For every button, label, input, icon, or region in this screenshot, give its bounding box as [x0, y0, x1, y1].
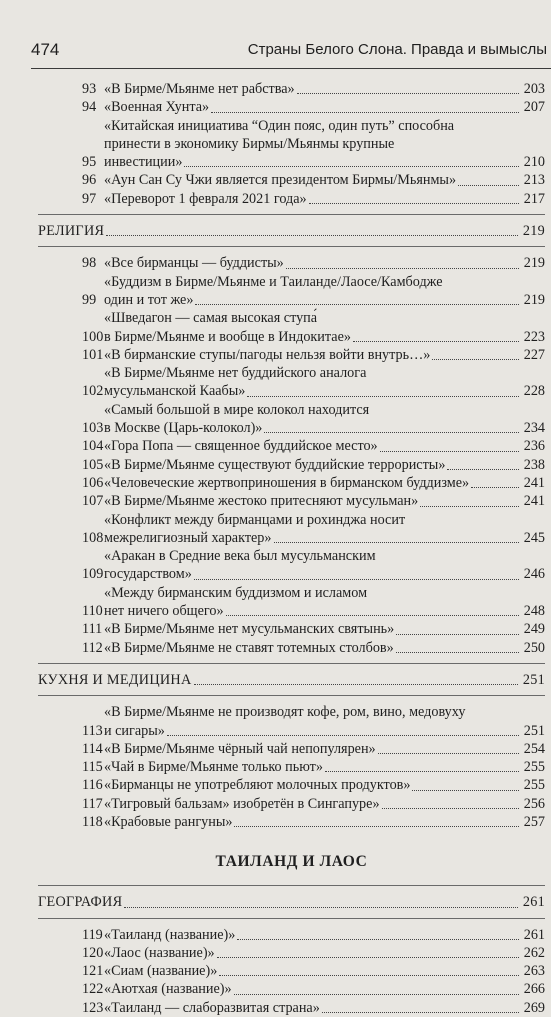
entry-line: [104, 382, 545, 400]
entry-number: 98: [82, 255, 97, 272]
entry-page: 210: [523, 154, 545, 171]
entry-number: 109: [82, 566, 104, 583]
section-heading-religion: [38, 222, 545, 240]
dot-leader: [447, 469, 518, 470]
entry-text: [104, 584, 545, 621]
entry-line: [104, 565, 545, 583]
section-title: ГЕОГРАФИЯ: [38, 894, 123, 911]
entry-text: [104, 474, 545, 492]
country-heading: ТАИЛАНД И ЛАОС: [215, 853, 368, 871]
entry-text: [104, 80, 545, 98]
entry-title: «Военная Хунта»: [104, 99, 210, 116]
entry-line: [104, 962, 545, 980]
toc-entry: [82, 980, 545, 998]
entry-title: в Бирме/Мьянме и вообще в Индокитае»: [104, 328, 351, 345]
dot-leader: [396, 634, 518, 635]
entry-title: «Человеческие жертвоприношения в бирманском буддизме»: [104, 474, 470, 491]
entry-title-line: «Шведагон — самая высокая ступа́: [104, 310, 318, 327]
dot-leader: [124, 907, 517, 908]
entry-title: «Аун Сан Су Чжи является президентом Бирмы/Мьянмы»: [104, 172, 457, 189]
dot-leader: [420, 506, 519, 507]
entry-line: [104, 190, 545, 208]
section-page: 219: [522, 223, 545, 240]
entry-page: 245: [523, 529, 545, 546]
entry-title: «В Бирме/Мьянме жестоко притесняют мусульман»: [104, 493, 419, 510]
toc-entry: [82, 999, 545, 1017]
entry-title: «В бирманские ступы/пагоды нельзя войти внутрь…»: [104, 346, 431, 363]
entry-line: [104, 813, 545, 831]
dot-leader: [106, 235, 518, 236]
dot-leader: [432, 359, 518, 360]
dot-leader: [217, 957, 519, 958]
entry-line: [104, 944, 545, 962]
entry-title: «Тигровый бальзам» изобретён в Сингапуре»: [104, 795, 380, 812]
entry-text: [104, 511, 545, 548]
toc-entry: [82, 703, 545, 740]
toc-entry: [82, 813, 545, 831]
entry-number: 121: [82, 963, 104, 980]
entry-number: 104: [82, 438, 104, 455]
entry-line: [104, 328, 545, 346]
entry-title: «Крабовые рангуны»: [104, 813, 233, 830]
dot-leader: [264, 432, 518, 433]
entry-title-line: «В Бирме/Мьянме нет буддийского аналога: [104, 365, 367, 382]
entry-page: 251: [523, 722, 545, 739]
entry-text: [104, 926, 545, 944]
entry-page: 249: [523, 621, 545, 638]
entry-number: 103: [82, 420, 104, 437]
entry-title: «Таиланд (название)»: [104, 926, 236, 943]
entry-title-line: принести в экономику Бирмы/Мьянмы крупные: [104, 135, 395, 152]
entry-text: [104, 401, 545, 438]
entry-line: [104, 346, 545, 364]
entry-text: [104, 346, 545, 364]
dot-leader: [219, 975, 518, 976]
section-title: КУХНЯ И МЕДИЦИНА: [38, 671, 192, 688]
toc-entry: [82, 547, 545, 584]
entry-text: [104, 776, 545, 794]
entry-title: и сигары»: [104, 722, 165, 739]
entry-page: 256: [523, 795, 545, 812]
entry-title: государством»: [104, 566, 192, 583]
entry-text: [104, 273, 545, 310]
entry-number: 105: [82, 456, 104, 473]
entry-title: «В Бирме/Мьянме существуют буддийские террористы»: [104, 456, 446, 473]
dot-leader: [353, 341, 519, 342]
entry-page: 219: [523, 255, 545, 272]
entry-page: 246: [523, 566, 545, 583]
entry-title-line: «Китайская инициатива “Один пояс, один путь” способна: [104, 117, 455, 134]
toc-entry: [82, 254, 545, 272]
entry-page: 217: [523, 190, 545, 207]
entry-line: [104, 474, 545, 492]
entry-line: [104, 602, 545, 620]
toc-entry: [82, 944, 545, 962]
dot-leader: [325, 771, 519, 772]
entry-text: [104, 309, 545, 346]
entry-line: [104, 529, 545, 547]
entry-title: межрелигиозный характер»: [104, 529, 272, 546]
dot-leader: [274, 542, 519, 543]
entry-text: [104, 98, 545, 116]
toc-entry: [82, 474, 545, 492]
entry-page: 219: [523, 291, 545, 308]
entry-line: [104, 80, 545, 98]
entry-title: «Все бирманцы — буддисты»: [104, 255, 284, 272]
toc-entry: [82, 190, 545, 208]
section-page: 261: [522, 894, 545, 911]
entry-text: [104, 117, 545, 172]
toc-entry: [82, 171, 545, 189]
dot-leader: [234, 826, 518, 827]
toc-entry: [82, 98, 545, 116]
toc-entry: [82, 364, 545, 401]
entry-line: [104, 740, 545, 758]
dot-leader: [286, 268, 519, 269]
dot-leader: [412, 790, 518, 791]
dot-leader: [234, 994, 519, 995]
entry-page: 228: [523, 383, 545, 400]
dot-leader: [382, 808, 519, 809]
entry-number: 108: [82, 529, 104, 546]
entry-page: 269: [523, 999, 545, 1016]
entry-page: 223: [523, 328, 545, 345]
entry-text: [104, 254, 545, 272]
entry-text: [104, 190, 545, 208]
entry-title-line: «Аракан в Средние века был мусульманским: [104, 548, 376, 565]
entry-line: [104, 795, 545, 813]
dot-leader: [247, 396, 518, 397]
toc-entry: [82, 962, 545, 980]
entry-line: [104, 926, 545, 944]
entry-page: 238: [523, 456, 545, 473]
entry-number: 97: [82, 190, 97, 207]
entry-number: 95: [82, 154, 97, 171]
entry-number: 122: [82, 981, 104, 998]
toc-entry: [82, 309, 545, 346]
entry-page: 241: [523, 474, 545, 491]
section-divider: [38, 918, 545, 919]
entry-line: [104, 291, 545, 309]
entry-number: 114: [82, 740, 103, 757]
entry-page: 207: [523, 99, 545, 116]
section-heading-geography: [38, 893, 545, 911]
entry-title: «В Бирме/Мьянме не ставят тотемных столбов»: [104, 639, 394, 656]
entry-title: «Аютхая (название)»: [104, 981, 232, 998]
running-title: Страны Белого Слона. Правда и вымыслы: [247, 41, 547, 58]
entry-line: [104, 419, 545, 437]
entry-title: «Бирманцы не употребляют молочных продуктов»: [104, 777, 411, 794]
section-divider: [38, 885, 545, 886]
entry-page: 227: [523, 346, 545, 363]
entry-page: 262: [523, 944, 545, 961]
entry-title-line: «Конфликт между бирманцами и рохинджа носит: [104, 511, 406, 528]
entry-line: [104, 776, 545, 794]
header-rule: [31, 68, 551, 69]
dot-leader: [322, 1012, 519, 1013]
entry-number: 111: [82, 621, 103, 638]
dot-leader: [184, 166, 518, 167]
section-divider: [38, 663, 545, 664]
entry-number: 106: [82, 474, 104, 491]
toc-entry: [82, 456, 545, 474]
entry-title-line: «Между бирманским буддизмом и исламом: [104, 584, 368, 601]
entry-number: 107: [82, 493, 104, 510]
entry-text: [104, 437, 545, 455]
page-header: [31, 36, 551, 70]
entry-number: 123: [82, 999, 104, 1016]
toc-entry: [82, 620, 545, 638]
toc-entry: [82, 511, 545, 548]
entry-page: 255: [523, 777, 545, 794]
dot-leader: [297, 93, 519, 94]
entry-title: нет ничего общего»: [104, 603, 224, 620]
entry-text: [104, 980, 545, 998]
entry-number: 119: [82, 926, 103, 943]
toc-block: [38, 80, 545, 208]
entry-title: «Гора Попа — священное буддийское место»: [104, 438, 378, 455]
toc-entry: [82, 437, 545, 455]
toc-block: [38, 703, 545, 831]
entry-number: 96: [82, 172, 97, 189]
entry-title-line: «В Бирме/Мьянме не производят кофе, ром, вино, медовуху: [104, 704, 466, 721]
entry-number: 101: [82, 346, 104, 363]
entry-title-line: «Буддизм в Бирме/Мьянме и Таиланде/Лаосе/Камбодже: [104, 273, 443, 290]
toc-entry: [82, 776, 545, 794]
entry-number: 116: [82, 777, 103, 794]
entry-text: [104, 456, 545, 474]
entry-title: «В Бирме/Мьянме чёрный чай непопулярен»: [104, 740, 376, 757]
entry-text: [104, 813, 545, 831]
section-heading-cuisine: [38, 671, 545, 689]
entry-text: [104, 999, 545, 1017]
entry-page: 203: [523, 81, 545, 97]
entry-text: [104, 639, 545, 657]
entry-title: «Лаос (название)»: [104, 944, 215, 961]
entry-page: 254: [523, 740, 545, 757]
entry-title: мусульманской Каабы»: [104, 383, 246, 400]
entry-line: [104, 758, 545, 776]
entry-number: 117: [82, 795, 103, 812]
entry-number: 94: [82, 99, 97, 116]
entry-page: 266: [523, 981, 545, 998]
entry-title-line: «Самый большой в мире колокол находится: [104, 401, 370, 418]
entry-page: 213: [523, 172, 545, 189]
dot-leader: [226, 615, 519, 616]
entry-number: 113: [82, 722, 103, 739]
entry-text: [104, 962, 545, 980]
entry-line: [104, 254, 545, 272]
section-divider: [38, 695, 545, 696]
toc-entry: [82, 80, 545, 98]
entry-number: 112: [82, 639, 103, 656]
dot-leader: [396, 652, 519, 653]
entry-text: [104, 703, 545, 740]
entry-page: 250: [523, 639, 545, 656]
entry-number: 100: [82, 328, 104, 345]
entry-line: [104, 437, 545, 455]
toc-entry: [82, 117, 545, 172]
entry-number: 120: [82, 944, 104, 961]
entry-text: [104, 364, 545, 401]
entry-title: инвестиции»: [104, 154, 183, 171]
entry-line: [104, 980, 545, 998]
toc-entry: [82, 926, 545, 944]
entry-title: один и тот же»: [104, 291, 194, 308]
entry-text: [104, 944, 545, 962]
dot-leader: [309, 203, 519, 204]
dot-leader: [237, 939, 518, 940]
entry-title: в Москве (Царь-колокол)»: [104, 420, 263, 437]
dot-leader: [194, 684, 518, 685]
dot-leader: [211, 112, 519, 113]
entry-line: [104, 98, 545, 116]
entry-page: 236: [523, 438, 545, 455]
entry-page: 261: [523, 926, 545, 943]
entry-line: [104, 722, 545, 740]
dot-leader: [471, 487, 519, 488]
entry-line: [104, 492, 545, 510]
dot-leader: [194, 579, 519, 580]
toc-entry: [82, 584, 545, 621]
toc-entry: [82, 795, 545, 813]
toc-block: [38, 926, 545, 1017]
entry-line: [104, 620, 545, 638]
entry-title: «Переворот 1 февраля 2021 года»: [104, 190, 307, 207]
page-number: 474: [31, 40, 60, 59]
entry-text: [104, 795, 545, 813]
dot-leader: [380, 451, 519, 452]
entry-text: [104, 492, 545, 510]
section-page: 251: [522, 671, 545, 688]
entry-line: [104, 999, 545, 1017]
toc-entry: [82, 401, 545, 438]
toc-entry: [82, 758, 545, 776]
section-divider: [38, 246, 545, 247]
toc-entry: [82, 273, 545, 310]
entry-page: 255: [523, 759, 545, 776]
entry-title: «Сиам (название)»: [104, 963, 218, 980]
entry-number: 118: [82, 813, 103, 830]
toc-entry: [82, 639, 545, 657]
entry-title: «Таиланд — слаборазвитая страна»: [104, 999, 320, 1016]
toc-entry: [82, 346, 545, 364]
dot-leader: [458, 185, 519, 186]
toc-block: [38, 254, 545, 657]
entry-page: 234: [523, 420, 545, 437]
entry-number: 93: [82, 81, 97, 97]
dot-leader: [378, 753, 519, 754]
entry-title: «В Бирме/Мьянме нет мусульманских святынь»: [104, 621, 395, 638]
table-of-contents: [38, 80, 545, 1017]
entry-page: 248: [523, 603, 545, 620]
entry-text: [104, 547, 545, 584]
toc-entry: [82, 740, 545, 758]
entry-page: 257: [523, 813, 545, 830]
entry-number: 115: [82, 759, 103, 776]
entry-page: 263: [523, 963, 545, 980]
entry-page: 241: [523, 493, 545, 510]
entry-text: [104, 620, 545, 638]
dot-leader: [167, 735, 519, 736]
dot-leader: [195, 304, 518, 305]
entry-line: [104, 171, 545, 189]
entry-line: [104, 153, 545, 171]
entry-line: [104, 639, 545, 657]
section-divider: [38, 214, 545, 215]
entry-title: «Чай в Бирме/Мьянме только пьют»: [104, 759, 323, 776]
entry-number: 99: [82, 291, 97, 308]
entry-text: [104, 758, 545, 776]
entry-text: [104, 171, 545, 189]
entry-number: 110: [82, 603, 103, 620]
entry-text: [104, 740, 545, 758]
entry-number: 102: [82, 383, 104, 400]
entry-line: [104, 456, 545, 474]
toc-entry: [82, 492, 545, 510]
entry-title: «В Бирме/Мьянме нет рабства»: [104, 81, 295, 97]
section-title: РЕЛИГИЯ: [38, 223, 105, 240]
